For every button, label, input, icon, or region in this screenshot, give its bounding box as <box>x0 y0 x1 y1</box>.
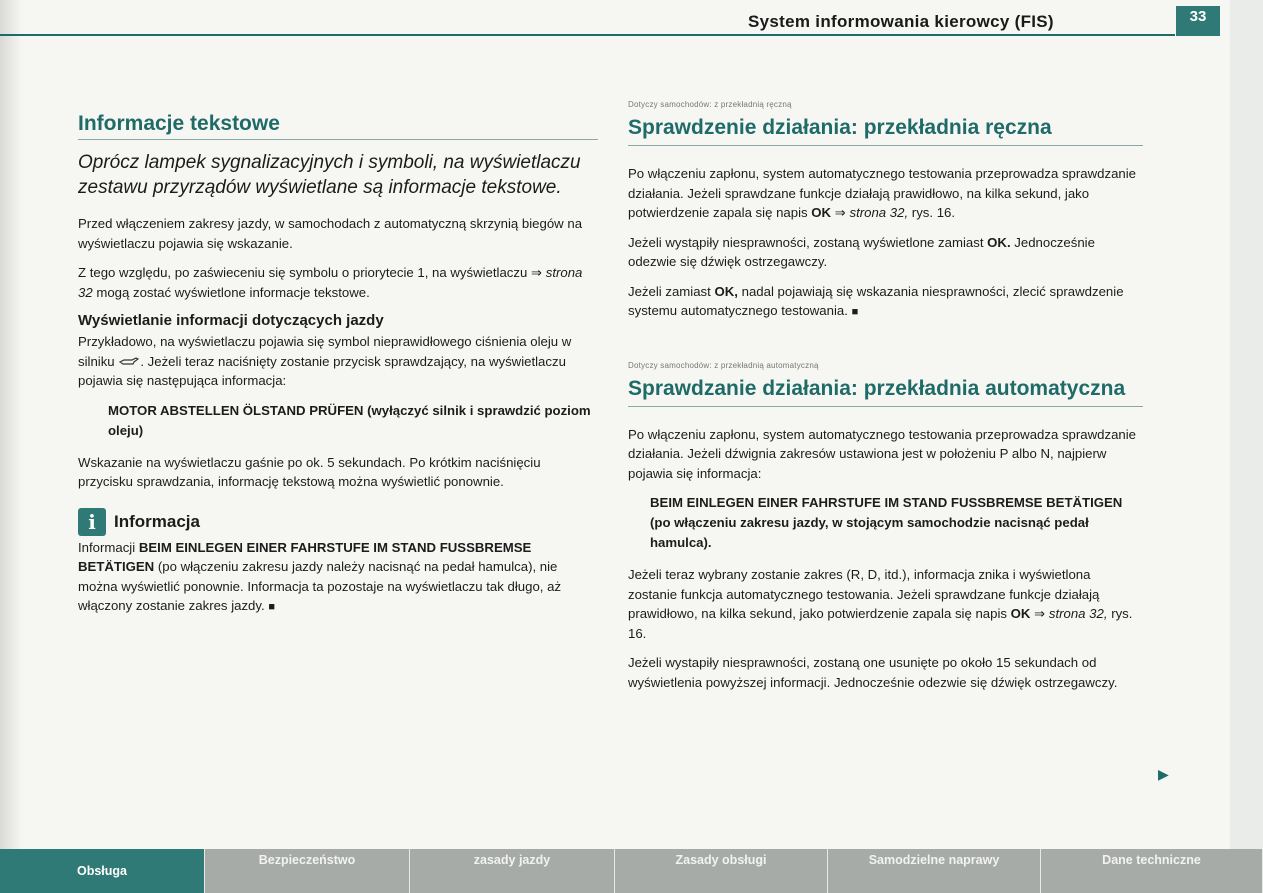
section-heading-text-info: Informacje tekstowe <box>78 112 598 140</box>
continue-arrow-icon: ▶ <box>1158 766 1169 782</box>
tab-bezpieczenstwo[interactable]: Bezpieczeństwo <box>205 849 410 893</box>
end-of-section-mark: ■ <box>851 306 859 318</box>
applicability-note-automatic: Dotyczy samochodów: z przekładnią automatyczną <box>628 360 819 370</box>
page-reference-link[interactable]: strona 32 <box>78 265 583 300</box>
page-binding-edge <box>0 0 22 893</box>
page-reference-link[interactable]: strona 32, <box>1048 606 1108 621</box>
section-heading-automatic-gearbox: Sprawdzanie działania: przekładnia automatyczna <box>628 375 1143 407</box>
page-reference-link[interactable]: strona 32, <box>849 205 909 220</box>
end-of-section-mark: ■ <box>268 601 275 613</box>
tab-zasady-jazdy[interactable]: zasady jazdy <box>410 849 615 893</box>
oil-can-icon <box>118 354 140 369</box>
ok-label: OK <box>1010 606 1031 621</box>
display-message-oil: MOTOR ABSTELLEN ÖLSTAND PRÜFEN (wyłączyć silnik i sprawdzić poziom oleju) <box>108 402 591 438</box>
display-message-brake: BEIM EINLEGEN EINER FAHRSTUFE IM STAND FUSSBREMSE BETÄTIGEN (po włączeniu zakresu jazdy, w stojącym samochodzie nacisnąć pedał hamulca). <box>650 495 1123 550</box>
info-title: Informacja <box>114 511 200 531</box>
subheading-driving-info: Wyświetlanie informacji dotyczących jazdy <box>78 312 384 329</box>
paragraph-automatic-faults: Jeżeli wystapiły niesprawności, zostaną one usunięte po około 15 sekundach od wyświetlenia powyższej informacji. Jednocześnie odezwie się dźwięk ostrzegawczy. <box>628 655 1118 690</box>
paragraph: Przed włączeniem zakresy jazdy, w samochodach z automatyczną skrzynią biegów na wyświetlaczu pojawia się wskazanie. <box>78 216 583 251</box>
lead-paragraph: Oprócz lampek sygnalizacyjnych i symboli, na wyświetlaczu zestawu przyrządów wyświetlane są informacje tekstowe. <box>78 152 581 198</box>
tab-dane-techniczne[interactable]: Dane techniczne <box>1041 849 1263 893</box>
paragraph-display-timeout: Wskazanie na wyświetlaczu gaśnie po ok. 5 sekundach. Po krótkim naciśnięciu przycisku sprawdzania, informację tekstową można wyświetlić ponownie. <box>78 454 541 489</box>
page-header-title: System informowania kierowcy (FIS) <box>748 12 1054 31</box>
info-icon: i <box>78 508 106 536</box>
info-box-header <box>78 508 598 536</box>
paragraph-priority: Z tego względu, po zaświeceniu się symbolu o priorytecie 1, na wyświetlaczu ⇒ strona 32 mogą zostać wyświetlone informacje tekstowe. <box>78 265 583 300</box>
section-heading-manual-gearbox: Sprawdzenie działania: przekładnia ręczna <box>628 114 1143 146</box>
applicability-note-manual: Dotyczy samochodów: z przekładnią ręczną <box>628 100 792 109</box>
ok-label: OK <box>811 205 832 220</box>
reference-arrow-icon: ⇒ <box>834 205 846 220</box>
page-number: 33 <box>1176 6 1220 36</box>
paragraph-oil-pressure: Przykładowo, na wyświetlaczu pojawia się symbol nieprawidłowego ciśnienia oleju w silniku . Jeżeli teraz naciśnięty zostanie przycisk sprawdzający, na wyświetlaczu pojawia się następująca informacja: <box>78 334 572 388</box>
paragraph-manual-faults: Jeżeli wystąpiły niesprawności, zostaną wyświetlone zamiast OK. Jednocześnie odezwie się dźwięk ostrzegawczy. <box>628 234 1095 269</box>
tab-samodzielne-naprawy[interactable]: Samodzielne naprawy <box>828 849 1041 893</box>
footer-section-tabs <box>0 849 1263 893</box>
paragraph-automatic-range: Jeżeli teraz wybrany zostanie zakres (R, D, itd.), informacja znika i wyświetlona zostanie funkcja automatycznego testowania. Jeżeli sprawdzane funkcje działają prawidłowo, na kilka sekund, jako potwierdzenie zapala się napis OK ⇒ strona 32, rys. 16. <box>628 567 1133 641</box>
tab-zasady-obslugi[interactable]: Zasady obsługi <box>615 849 828 893</box>
page-side-margin <box>1230 0 1263 893</box>
reference-arrow-icon: ⇒ <box>1034 606 1046 621</box>
info-paragraph: Informacji BEIM EINLEGEN EINER FAHRSTUFE IM STAND FUSSBREMSE BETÄTIGEN (po włączeniu zakresu jazdy należy nacisnąć na pedał hamulca), nie można wyświetlić ponownie. Informacja ta pozostaje na wyświetlaczu tak długo, aż włączony zostanie zakres jazdy. ■ <box>78 539 562 613</box>
tab-obsluga[interactable]: Obsługa <box>0 849 205 893</box>
left-column <box>78 100 598 628</box>
header-rule <box>0 34 1175 36</box>
paragraph-automatic-test: Po włączeniu zapłonu, system automatycznego testowania przeprowadza sprawdzanie działania. Jeżeli dźwignia zakresów ustawiona jest w położeniu P albo N, najpierw pojawia się informacja: <box>628 426 1136 481</box>
paragraph-manual-test: Po włączeniu zapłonu, system automatycznego testowania przeprowadza sprawdzanie działania. Jeżeli sprawdzane funkcje działają prawidłowo, na kilka sekund, jako potwierdzenie zapala się napis OK ⇒ strona 32, rys. 16. <box>628 166 1136 220</box>
paragraph-manual-service: Jeżeli zamiast OK, nadal pojawiają się wskazania niesprawności, zlecić sprawdzenie systemu automatycznego testowania. ■ <box>628 283 1124 318</box>
right-column <box>628 100 1143 702</box>
reference-arrow-icon: ⇒ <box>531 265 543 280</box>
